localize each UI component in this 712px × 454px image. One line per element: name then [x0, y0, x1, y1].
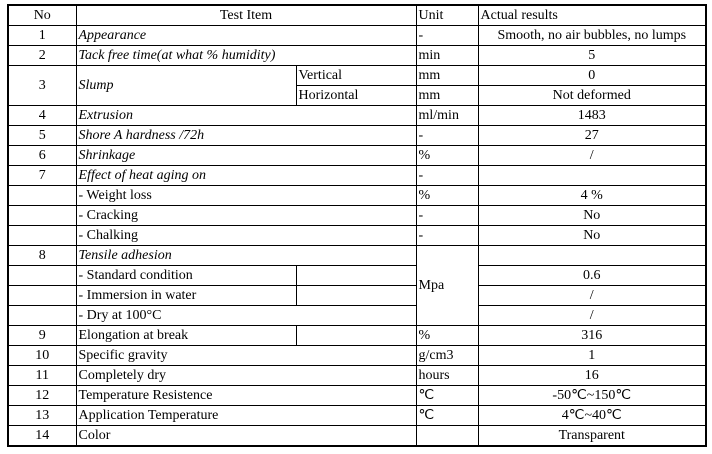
cell-test-item: - Weight loss: [76, 186, 416, 206]
cell-test-item: - Cracking: [76, 206, 416, 226]
cell-result: 4℃~40℃: [478, 406, 706, 426]
cell-test-item: - Standard condition: [76, 266, 296, 286]
cell-test-item-sub: Horizontal: [296, 86, 416, 106]
table-row: [8, 46, 706, 66]
cell-test-item-sub: [296, 326, 416, 346]
cell-test-item: Shore A hardness /72h: [76, 126, 416, 146]
cell-result: -50℃~150℃: [478, 386, 706, 406]
cell-result: 316: [478, 326, 706, 346]
cell-no: 8: [8, 246, 76, 266]
table-row: [8, 406, 706, 426]
cell-unit: Mpa: [416, 246, 478, 326]
cell-no: [8, 306, 76, 326]
cell-test-item: Application Temperature: [76, 406, 416, 426]
table-row: [8, 306, 706, 326]
cell-result: No: [478, 226, 706, 246]
cell-no: [8, 186, 76, 206]
cell-no: [8, 226, 76, 246]
cell-test-item: Slump: [76, 66, 296, 106]
cell-no: 12: [8, 386, 76, 406]
cell-test-item: Tack free time(at what % humidity): [76, 46, 416, 66]
cell-unit: -: [416, 206, 478, 226]
cell-test-item: Color: [76, 426, 416, 447]
col-header-actual-results: Actual results: [478, 5, 706, 26]
cell-no: 5: [8, 126, 76, 146]
cell-test-item: Tensile adhesion: [76, 246, 416, 266]
test-results-table: [7, 4, 707, 447]
table-row: [8, 346, 706, 366]
cell-result: 0: [478, 66, 706, 86]
cell-result: 4 %: [478, 186, 706, 206]
cell-test-item: Specific gravity: [76, 346, 416, 366]
cell-test-item: - Chalking: [76, 226, 416, 246]
cell-result: 1: [478, 346, 706, 366]
table-row: [8, 386, 706, 406]
cell-unit: %: [416, 326, 478, 346]
cell-result: /: [478, 146, 706, 166]
cell-result: 1483: [478, 106, 706, 126]
cell-no: 1: [8, 26, 76, 46]
cell-no: 13: [8, 406, 76, 426]
cell-no: 4: [8, 106, 76, 126]
table-row: [8, 26, 706, 46]
cell-test-item-sub: Vertical: [296, 66, 416, 86]
cell-unit: min: [416, 46, 478, 66]
cell-unit: ℃: [416, 386, 478, 406]
cell-no: 10: [8, 346, 76, 366]
cell-result: 27: [478, 126, 706, 146]
cell-result: 16: [478, 366, 706, 386]
cell-result: Smooth, no air bubbles, no lumps: [478, 26, 706, 46]
cell-unit: -: [416, 26, 478, 46]
table-row: [8, 426, 706, 447]
cell-test-item-sub: [296, 286, 416, 306]
cell-test-item: - Immersion in water: [76, 286, 296, 306]
cell-no: [8, 266, 76, 286]
cell-test-item: Shrinkage: [76, 146, 416, 166]
cell-test-item: - Dry at 100°C: [76, 306, 416, 326]
cell-unit: ml/min: [416, 106, 478, 126]
table-row: [8, 186, 706, 206]
table-row: [8, 206, 706, 226]
cell-result: /: [478, 306, 706, 326]
cell-unit: -: [416, 126, 478, 146]
cell-unit: [416, 426, 478, 447]
cell-unit: hours: [416, 366, 478, 386]
table-row: [8, 366, 706, 386]
cell-unit: mm: [416, 66, 478, 86]
cell-result: No: [478, 206, 706, 226]
cell-no: 14: [8, 426, 76, 447]
cell-test-item-sub: [296, 266, 416, 286]
cell-result: Transparent: [478, 426, 706, 447]
cell-result: 0.6: [478, 266, 706, 286]
table-row: [8, 146, 706, 166]
cell-test-item: Effect of heat aging on: [76, 166, 416, 186]
table-header-row: [8, 5, 706, 26]
cell-no: 7: [8, 166, 76, 186]
cell-test-item: Completely dry: [76, 366, 416, 386]
cell-test-item: Extrusion: [76, 106, 416, 126]
cell-no: [8, 286, 76, 306]
col-header-unit: Unit: [416, 5, 478, 26]
cell-unit: -: [416, 226, 478, 246]
table-row: [8, 166, 706, 186]
cell-unit: -: [416, 166, 478, 186]
table-row: [8, 226, 706, 246]
cell-test-item: Temperature Resistence: [76, 386, 416, 406]
cell-result: [478, 246, 706, 266]
cell-test-item: Elongation at break: [76, 326, 296, 346]
table-row: [8, 126, 706, 146]
cell-result: /: [478, 286, 706, 306]
cell-test-item: Appearance: [76, 26, 416, 46]
cell-result: Not deformed: [478, 86, 706, 106]
cell-unit: %: [416, 186, 478, 206]
table-row: [8, 246, 706, 266]
col-header-no: No: [8, 5, 76, 26]
cell-unit: mm: [416, 86, 478, 106]
col-header-test-item: Test Item: [76, 5, 416, 26]
cell-no: 11: [8, 366, 76, 386]
table-row: [8, 266, 706, 286]
cell-result: [478, 166, 706, 186]
cell-unit: g/cm3: [416, 346, 478, 366]
table-row: [8, 66, 706, 86]
table-row: [8, 106, 706, 126]
cell-no: [8, 206, 76, 226]
cell-result: 5: [478, 46, 706, 66]
table-row: [8, 326, 706, 346]
cell-unit: %: [416, 146, 478, 166]
cell-unit: ℃: [416, 406, 478, 426]
cell-no: 2: [8, 46, 76, 66]
cell-no: 6: [8, 146, 76, 166]
cell-no: 9: [8, 326, 76, 346]
cell-no: 3: [8, 66, 76, 106]
table-row: [8, 286, 706, 306]
